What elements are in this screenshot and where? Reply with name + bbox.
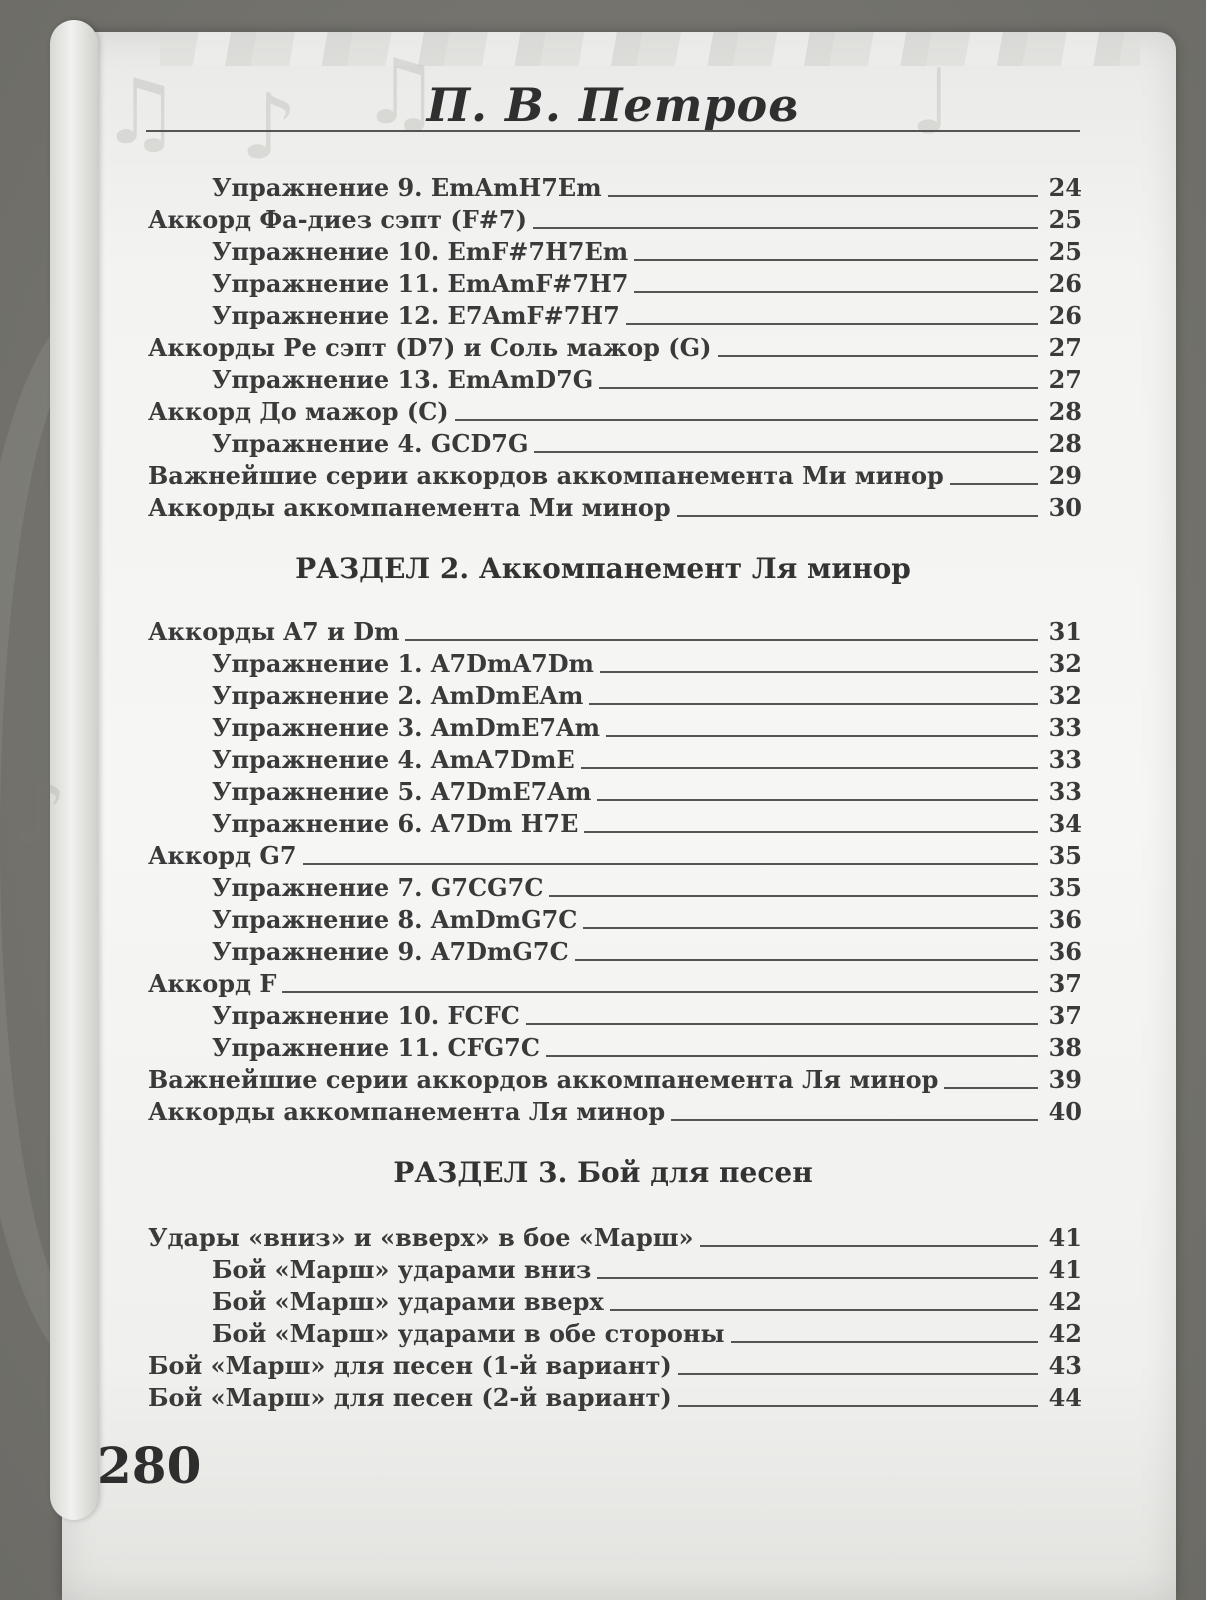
- toc-entry-page: 33: [1048, 777, 1082, 806]
- header-rule: [146, 130, 1080, 132]
- leader-line: [599, 387, 1038, 389]
- toc-entry-label: Упражнение 6. A7Dm H7E: [212, 809, 579, 838]
- toc-entry-page: 41: [1048, 1223, 1082, 1252]
- toc-entry-page: 42: [1048, 1319, 1082, 1348]
- music-note-icon: ♫: [360, 40, 441, 145]
- toc-entry-label: Бой «Марш» ударами вниз: [212, 1255, 592, 1284]
- toc-entry-page: 32: [1048, 681, 1082, 710]
- leader-line: [534, 451, 1038, 453]
- toc-entry[interactable]: [0, 838, 1082, 870]
- toc-entry-label: Бой «Марш» для песен (1-й вариант): [148, 1351, 672, 1380]
- toc-entry[interactable]: [0, 1348, 1082, 1380]
- toc-entry[interactable]: [0, 266, 1082, 298]
- toc-entry-label: Аккорд F: [148, 969, 277, 998]
- toc-entry-page: 26: [1048, 301, 1082, 330]
- leader-line: [950, 483, 1038, 485]
- toc-entry-label: Удары «вниз» и «вверх» в бое «Марш»: [148, 1223, 694, 1252]
- page-number: 280: [97, 1436, 202, 1495]
- toc-entry-page: 36: [1048, 937, 1082, 966]
- toc-entry[interactable]: [0, 298, 1082, 330]
- toc-entry[interactable]: [0, 394, 1082, 426]
- toc-entry[interactable]: [0, 678, 1082, 710]
- toc-entry-label: Упражнение 1. A7DmA7Dm: [212, 649, 594, 678]
- toc-entry[interactable]: [0, 646, 1082, 678]
- toc-entry[interactable]: [0, 1316, 1082, 1348]
- toc-entry-label: Упражнение 13. EmAmD7G: [212, 365, 594, 394]
- toc-entry-label: Важнейшие серии аккордов аккомпанемента Ля минор: [148, 1065, 939, 1094]
- toc-entry[interactable]: [0, 710, 1082, 742]
- toc-entry-page: 42: [1048, 1287, 1082, 1316]
- toc-entry-label: Аккорды аккомпанемента Ля минор: [148, 1097, 666, 1126]
- leader-line: [597, 1277, 1038, 1279]
- toc-entry-page: 27: [1048, 365, 1082, 394]
- toc-entry-page: 41: [1048, 1255, 1082, 1284]
- toc-entry-label: Упражнение 9. A7DmG7C: [212, 937, 569, 966]
- toc-entry[interactable]: [0, 902, 1082, 934]
- leader-line: [700, 1245, 1038, 1247]
- toc-entry-page: 36: [1048, 905, 1082, 934]
- leader-line: [608, 195, 1038, 197]
- author-header: П. В. Петров: [426, 78, 800, 132]
- toc-entry-page: 40: [1048, 1097, 1082, 1126]
- toc-entry[interactable]: [0, 202, 1082, 234]
- toc-entry-page: 33: [1048, 713, 1082, 742]
- toc-entry-label: Упражнение 3. AmDmE7Am: [212, 713, 601, 742]
- torn-edge: [160, 32, 1140, 66]
- toc-entry-label: Аккорд Фа-диез сэпт (F#7): [148, 205, 527, 234]
- toc-entry-page: 30: [1048, 493, 1082, 522]
- toc-entry-label: Упражнение 2. AmDmEAm: [212, 681, 584, 710]
- toc-entry-page: 25: [1048, 237, 1082, 266]
- toc-entry[interactable]: [0, 426, 1082, 458]
- leader-line: [584, 831, 1038, 833]
- toc-entry-label: Аккорды Ре сэпт (D7) и Соль мажор (G): [148, 333, 712, 362]
- toc-entry[interactable]: [0, 806, 1082, 838]
- toc-entry-label: Упражнение 11. EmAmF#7H7: [212, 269, 629, 298]
- leader-line: [677, 515, 1038, 517]
- toc-entry-page: 28: [1048, 429, 1082, 458]
- leader-line: [581, 767, 1038, 769]
- toc-entry-label: Упражнение 4. AmA7DmE: [212, 745, 575, 774]
- toc-entry-label: Аккорды A7 и Dm: [148, 617, 400, 646]
- toc-entry-label: Важнейшие серии аккордов аккомпанемента Ми минор: [148, 461, 944, 490]
- leader-line: [589, 703, 1038, 705]
- toc-entry-page: 35: [1048, 873, 1082, 902]
- leader-line: [610, 1309, 1038, 1311]
- toc-entry-page: 33: [1048, 745, 1082, 774]
- leader-line: [626, 323, 1038, 325]
- toc-entry-page: 37: [1048, 969, 1082, 998]
- leader-line: [606, 735, 1038, 737]
- leader-line: [303, 863, 1038, 865]
- toc-entry-page: 43: [1048, 1351, 1082, 1380]
- toc-entry-label: Аккорды аккомпанемента Ми минор: [148, 493, 671, 522]
- toc-entry-label: Упражнение 9. EmAmH7Em: [212, 173, 602, 202]
- leader-line: [526, 1023, 1038, 1025]
- music-note-icon: ♪: [10, 760, 68, 865]
- toc-entry-page: 32: [1048, 649, 1082, 678]
- toc-entry[interactable]: [0, 998, 1082, 1030]
- toc-entry[interactable]: [0, 1220, 1082, 1252]
- music-note-icon: ♪: [240, 75, 298, 180]
- leader-line: [282, 991, 1038, 993]
- toc-entry[interactable]: [0, 1252, 1082, 1284]
- toc-entry[interactable]: [0, 490, 1082, 522]
- toc-entry-label: Бой «Марш» ударами в обе стороны: [212, 1319, 725, 1348]
- toc-entry[interactable]: [0, 234, 1082, 266]
- toc-entry-label: Упражнение 4. GCD7G: [212, 429, 529, 458]
- toc-entry[interactable]: [0, 934, 1082, 966]
- toc-entry-label: Аккорд До мажор (С): [148, 397, 449, 426]
- leader-line: [634, 291, 1038, 293]
- toc-entry-page: 29: [1048, 461, 1082, 490]
- toc-entry-label: Упражнение 12. E7AmF#7H7: [212, 301, 620, 330]
- toc-entry[interactable]: [0, 774, 1082, 806]
- toc-entry-label: Упражнение 10. FCFC: [212, 1001, 520, 1030]
- leader-line: [533, 227, 1038, 229]
- toc-entry[interactable]: [0, 614, 1082, 646]
- leader-line: [575, 959, 1038, 961]
- toc-entry-page: 38: [1048, 1033, 1082, 1062]
- toc-entry-label: Упражнение 7. G7CG7C: [212, 873, 544, 902]
- toc-entry-page: 44: [1048, 1383, 1082, 1412]
- toc-entry-page: 35: [1048, 841, 1082, 870]
- leader-line: [597, 799, 1038, 801]
- toc-entry[interactable]: [0, 458, 1082, 490]
- leader-line: [678, 1405, 1038, 1407]
- leader-line: [944, 1087, 1038, 1089]
- toc-entry-label: Упражнение 8. AmDmG7C: [212, 905, 578, 934]
- section-heading: РАЗДЕЛ 3. Бой для песен: [393, 1156, 813, 1189]
- toc-entry-page: 24: [1048, 173, 1082, 202]
- toc-entry[interactable]: [0, 1380, 1082, 1412]
- toc-entry[interactable]: [0, 742, 1082, 774]
- section-heading: РАЗДЕЛ 2. Аккомпанемент Ля минор: [295, 552, 911, 585]
- toc-entry-page: 27: [1048, 333, 1082, 362]
- leader-line: [731, 1341, 1038, 1343]
- toc-entry-page: 39: [1048, 1065, 1082, 1094]
- leader-line: [718, 355, 1039, 357]
- leader-line: [583, 927, 1038, 929]
- leader-line: [405, 639, 1038, 641]
- leader-line: [455, 419, 1038, 421]
- toc-entry[interactable]: [0, 870, 1082, 902]
- leader-line: [678, 1373, 1038, 1375]
- toc-entry-label: Упражнение 5. A7DmE7Am: [212, 777, 592, 806]
- toc-entry[interactable]: [0, 170, 1082, 202]
- toc-entry[interactable]: [0, 330, 1082, 362]
- toc-entry-label: Аккорд G7: [148, 841, 297, 870]
- toc-entry-page: 37: [1048, 1001, 1082, 1030]
- toc-entry[interactable]: [0, 1030, 1082, 1062]
- toc-entry-page: 31: [1048, 617, 1082, 646]
- toc-entry[interactable]: [0, 1094, 1082, 1126]
- toc-entry-label: Упражнение 11. CFG7C: [212, 1033, 540, 1062]
- leader-line: [600, 671, 1038, 673]
- leader-line: [671, 1119, 1038, 1121]
- toc-entry-label: Бой «Марш» ударами вверх: [212, 1287, 604, 1316]
- leader-line: [549, 895, 1038, 897]
- toc-entry[interactable]: [0, 1284, 1082, 1316]
- toc-entry[interactable]: [0, 362, 1082, 394]
- toc-entry-page: 28: [1048, 397, 1082, 426]
- toc-entry-page: 34: [1048, 809, 1082, 838]
- toc-entry-label: Бой «Марш» для песен (2-й вариант): [148, 1383, 672, 1412]
- music-note-icon: ♫: [100, 60, 181, 165]
- leader-line: [634, 259, 1038, 261]
- toc-entry-page: 26: [1048, 269, 1082, 298]
- toc-entry[interactable]: [0, 1062, 1082, 1094]
- toc-entry[interactable]: [0, 966, 1082, 998]
- toc-entry-label: Упражнение 10. EmF#7H7Em: [212, 237, 629, 266]
- music-note-icon: ♩: [910, 50, 953, 155]
- leader-line: [546, 1055, 1038, 1057]
- toc-entry-page: 25: [1048, 205, 1082, 234]
